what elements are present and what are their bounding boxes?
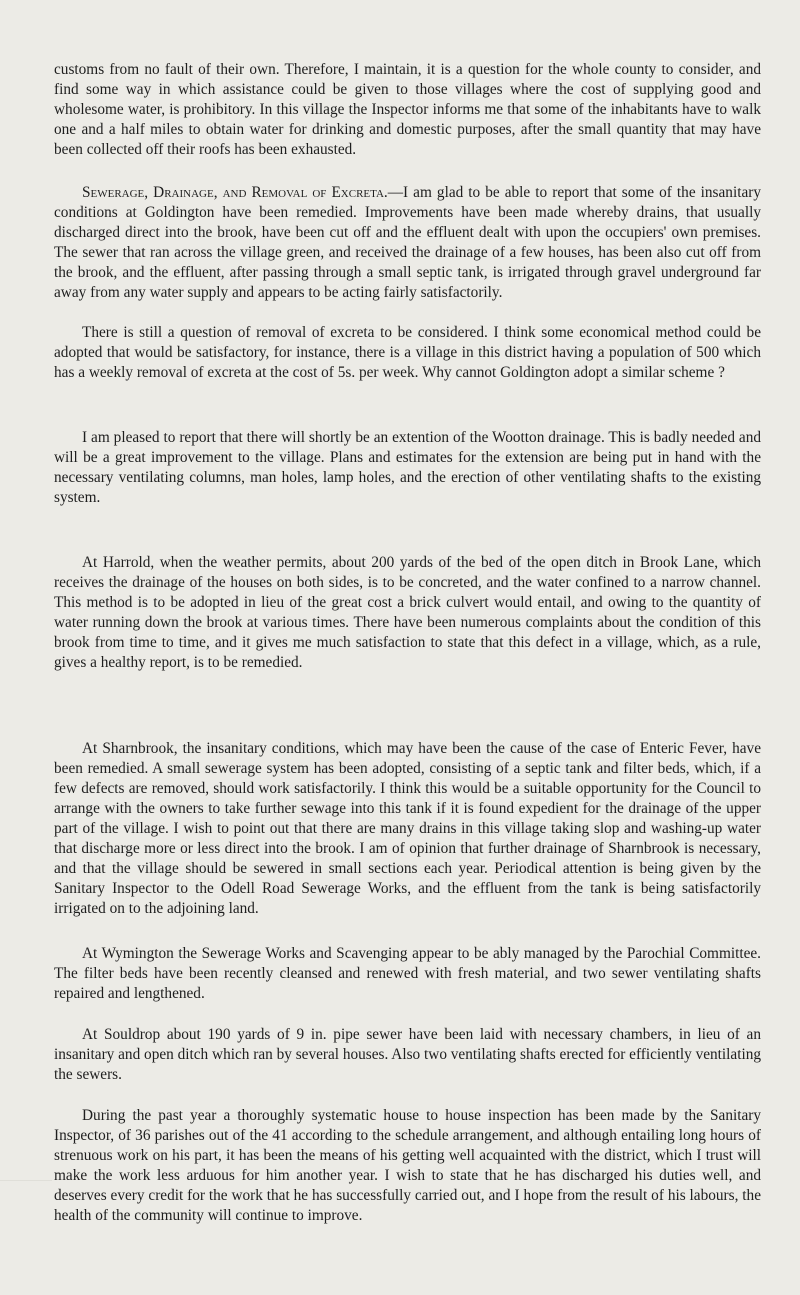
- paragraph-wymington: [54, 944, 761, 1004]
- paragraph-sharnbrook: [54, 739, 761, 919]
- paragraph-text: At Souldrop about 190 yards of 9 in. pipe sewer have been laid with necessary chambers, in lieu of an insanitary and open ditch which ran by several houses. Also two ventilating shafts erected for efficiently ventilating the sewers.: [54, 1026, 762, 1083]
- paragraph-excreta-removal: [54, 323, 761, 383]
- paragraph-text: At Harrold, when the weather permits, about 200 yards of the bed of the open ditch in Brook Lane, which receives the drainage of the houses on both sides, is to be concreted, and the water confined to a narrow channel. This method is to be adopted in lieu of the great cost a brick culvert would entail, and owing to the quantity of water running down the brook at various times. There have been numerous complaints about the condition of this brook from time to time, and it gives me much satisfaction to state that this defect in a village, which, as a rule, gives a healthy report, is to be remedied.: [54, 554, 761, 671]
- paragraph-body: [54, 183, 761, 303]
- paragraph-inspection: [54, 1106, 761, 1226]
- paragraph-text: I am pleased to report that there will shortly be an extention of the Wootton drainage. This is badly needed and will be a great improvement to the village. Plans and estimates for the extension are being put in hand with the necessary ventilating columns, man holes, lamp holes, and the erection of other ventilating shafts to the existing system.: [54, 429, 761, 506]
- paragraph-sewerage-drainage: [54, 183, 761, 303]
- paragraph-water-supply: [54, 60, 761, 160]
- paragraph-text: —I am glad to be able to report that some of the insanitary conditions at Goldington have been remedied. Improvements have been made whereby drains, that usually discharged direct into the brook, have been cut off and the effluent dealt with upon the occupiers' own premises. The sewer that ran across the village green, and received the drainage of a few houses, has been also cut off from the brook, and the effluent, after passing through a small septic tank, is irrigated through gravel underground far away from any water supply and appears to be acting fairly satisfactorily.: [54, 184, 761, 301]
- paragraph-text: There is still a question of removal of excreta to be considered. I think some economical method could be adopted that would be satisfactory, for instance, there is a village in this district having a population of 500 which has a weekly removal of excreta at the cost of 5s. per week. Why cannot Goldington adopt a similar scheme ?: [54, 324, 761, 381]
- paragraph-text: customs from no fault of their own. Therefore, I maintain, it is a question for the whole county to consider, and find some way in which assistance could be given to those villages where the cost of supplying good and wholesome water, is prohibitory. In this village the Inspector informs me that some of the inhabitants have to walk one and a half miles to obtain water for drinking and domestic purposes, after the small quantity that may have been collected off their roofs has been exhausted.: [54, 61, 761, 158]
- paragraph-harrold: [54, 553, 761, 673]
- paragraph-text: At Wymington the Sewerage Works and Scavenging appear to be ably managed by the Parochial Committee. The filter beds have been recently cleansed and renewed with fresh material, and two sewer ventilating shafts repaired and lengthened.: [54, 945, 761, 1002]
- paragraph-text: During the past year a thoroughly systematic house to house inspection has been made by the Sanitary Inspector, of 36 parishes out of the 41 according to the schedule arrangement, and although entailing long hours of strenuous work on his part, it has been the means of his getting well acquainted with the district, which I trust will make the work less arduous for him another year. I wish to state that he has discharged his duties well, and deserves every credit for the work that he has successfully carried out, and I hope from the result of his labours, the health of the community will continue to improve.: [54, 1107, 761, 1224]
- section-heading: Sewerage, Drainage, and Removal of Excreta.: [82, 184, 388, 201]
- paragraph-souldrop: [54, 1025, 761, 1085]
- paragraph-text: At Sharnbrook, the insanitary conditions, which may have been the cause of the case of Enteric Fever, have been remedied. A small sewerage system has been adopted, consisting of a septic tank and filter beds, which, if a few defects are removed, should work satisfactorily. I think this would be a suitable opportunity for the Council to arrange with the owners to take further sewage into this tank if it is found expedient for the drainage of the upper part of the village. I wish to point out that there are many drains in this village taking slop and washing-up water that discharge more or less direct into the brook. I am of opinion that further drainage of Sharnbrook is necessary, and that the village should be sewered in small sections each year. Periodical attention is being given by the Sanitary Inspector to the Odell Road Sewerage Works, and the effluent from the tank is being satisfactorily irrigated on to the adjoining land.: [54, 740, 761, 917]
- paragraph-wootton: [54, 428, 761, 508]
- page-edge-mark: [0, 1150, 52, 1181]
